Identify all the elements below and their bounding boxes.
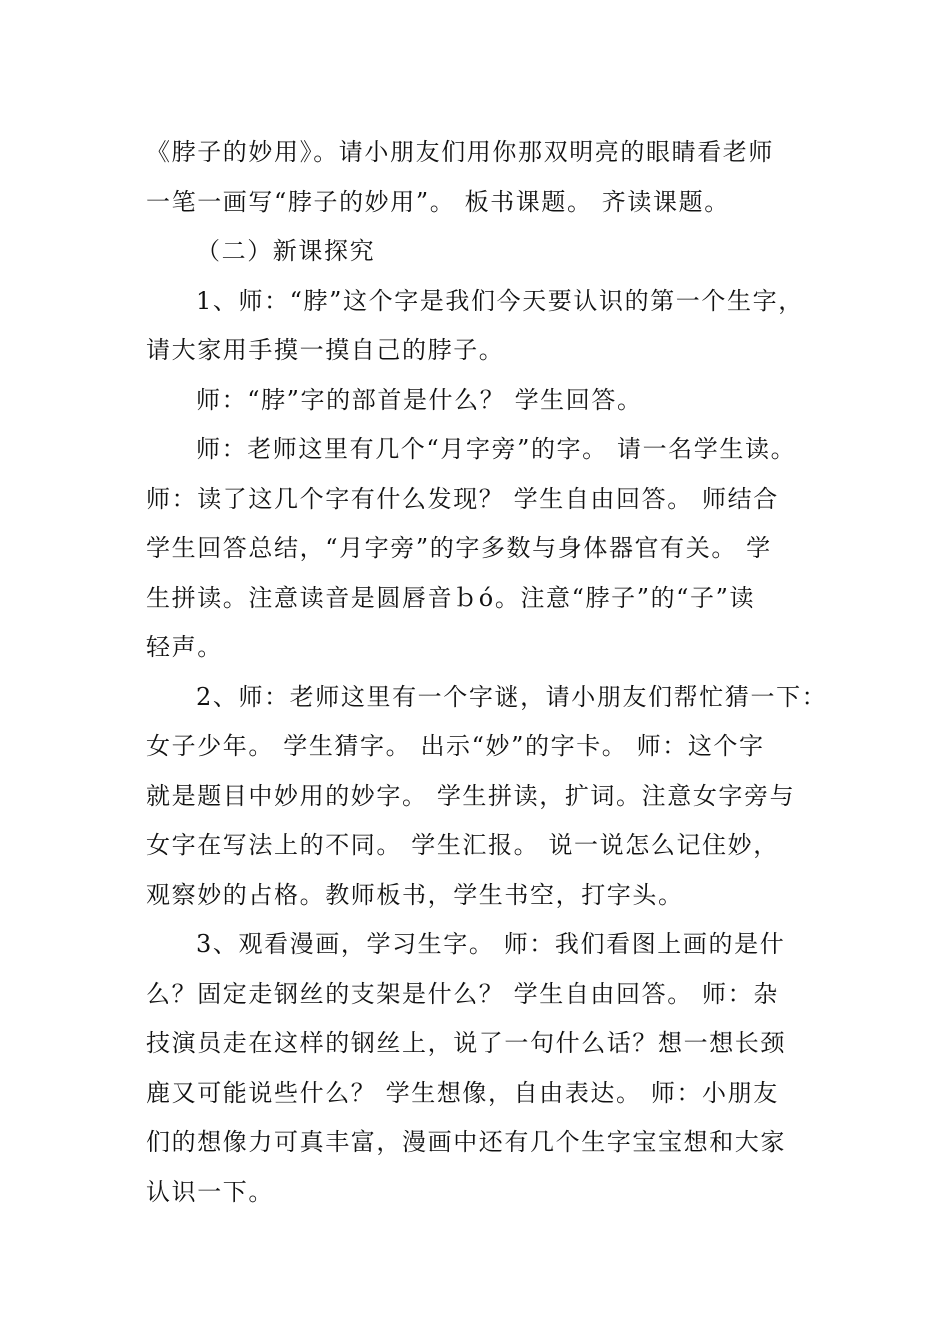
text-line: 鹿又可能说些什么？ 学生想像，自由表达。 师：小朋友 [146,1079,779,1107]
text-line: 学生回答总结，“月字旁”的字多数与身体器官有关。 学 [146,534,772,562]
text-line: 们的想像力可真丰富，漫画中还有几个生字宝宝想和大家 [146,1128,786,1156]
text-line: 技演员走在这样的钢丝上，说了一句什么话？想一想长颈 [146,1029,786,1057]
text-line: 3、观看漫画，学习生字。 师：我们看图上画的是什 [196,930,786,958]
text-line: 认识一下。 [146,1178,274,1206]
text-line: 师：“脖”字的部首是什么？ 学生回答。 [196,386,643,414]
text-line: 女字在写法上的不同。 学生汇报。 说一说怎么记住妙， [146,831,779,859]
text-line: 么？固定走钢丝的支架是什么？ 学生自由回答。 师：杂 [146,980,779,1008]
text-line: 师：读了这几个字有什么发现？ 学生自由回答。 师结合 [146,485,779,513]
section-heading: （二）新课探究 [196,237,376,265]
text-line: 师：老师这里有几个“月字旁”的字。 请一名学生读。 [196,435,797,463]
text-line: 《脖子的妙用》。请小朋友们用你那双明亮的眼睛看老师 [146,138,774,166]
text-line: 观察妙的占格。教师板书，学生书空，打字头。 [146,881,684,909]
text-line: 一笔一画写“脖子的妙用”。 板书课题。 齐读课题。 [146,188,730,216]
text-line: 1、师：“脖”这个字是我们今天要认识的第一个生字， [196,287,804,315]
text-line: 请大家用手摸一摸自己的脖子。 [146,336,505,364]
text-line: 生拼读。注意读音是圆唇音ｂó。注意“脖子”的“子”读 [146,584,756,612]
text-line: 轻声。 [146,633,223,661]
text-line: 2、师：老师这里有一个字谜，请小朋友们帮忙猜一下： [196,683,828,711]
text-line: 女子少年。 学生猜字。 出示“妙”的字卡。 师：这个字 [146,732,765,760]
text-line: 就是题目中妙用的妙字。 学生拼读，扩词。注意女字旁与 [146,782,796,810]
